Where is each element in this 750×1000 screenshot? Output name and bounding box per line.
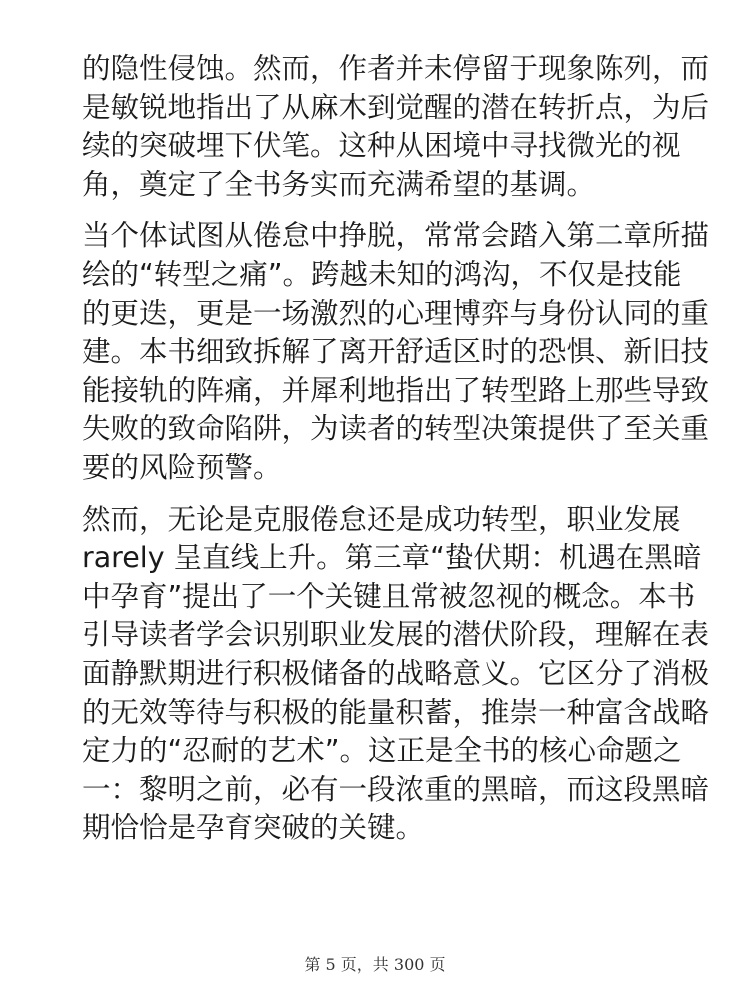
body-text xyxy=(82,50,710,861)
text-line: 期恰恰是孕育突破的关键。 xyxy=(82,811,425,845)
text-line: 引导读者学会识别职业发展的潜伏阶段，理解在表 xyxy=(82,618,710,652)
text-line: 角，奠定了全书务实而充满希望的基调。 xyxy=(82,167,596,201)
text-line: 的更迭，更是一场激烈的心理博弈与身份认同的重 xyxy=(82,296,710,330)
text-line: 的无效等待与积极的能量积蓄，推崇一种富含战略 xyxy=(82,695,710,729)
text-line: 要的风险预警。 xyxy=(82,450,282,484)
text-line: 建。本书细致拆解了离开舒适区时的恐惧、新旧技 xyxy=(82,335,710,369)
text-line: 失败的致命陷阱，为读者的转型决策提供了至关重 xyxy=(82,412,710,446)
text-line: 然而，无论是克服倦怠还是成功转型，职业发展 xyxy=(82,502,681,536)
text-line: 中孕育”提出了一个关键且常被忽视的概念。本书 xyxy=(82,579,696,613)
text-line: 续的突破埋下伏笔。这种从困境中寻找微光的视 xyxy=(82,129,681,163)
text-line: 的隐性侵蚀。然而，作者并未停留于现象陈列，而 xyxy=(82,52,710,85)
paragraph-1 xyxy=(82,50,710,204)
paragraph-3 xyxy=(82,501,710,848)
text-line: 能接轨的阵痛，并犀利地指出了转型路上那些导致 xyxy=(82,373,710,407)
text-line: rarely 呈直线上升。第三章“蛰伏期：机遇在黑暗 xyxy=(82,541,702,575)
paragraph-2 xyxy=(82,217,710,487)
text-line: 当个体试图从倦怠中挣脱，常常会踏入第二章所描 xyxy=(82,219,710,253)
text-line: 面静默期进行积极储备的战略意义。它区分了消极 xyxy=(82,656,710,690)
text-line: 定力的“忍耐的艺术”。这正是全书的核心命题之 xyxy=(82,734,682,768)
text-line: 是敏锐地指出了从麻木到觉醒的潜在转折点，为后 xyxy=(82,90,710,124)
text-line: 绘的“转型之痛”。跨越未知的鸿沟，不仅是技能 xyxy=(82,257,682,291)
text-line: 一：黎明之前，必有一段浓重的黑暗，而这段黑暗 xyxy=(82,772,710,806)
page-number: 第 5 页，共 300 页 xyxy=(304,955,446,974)
